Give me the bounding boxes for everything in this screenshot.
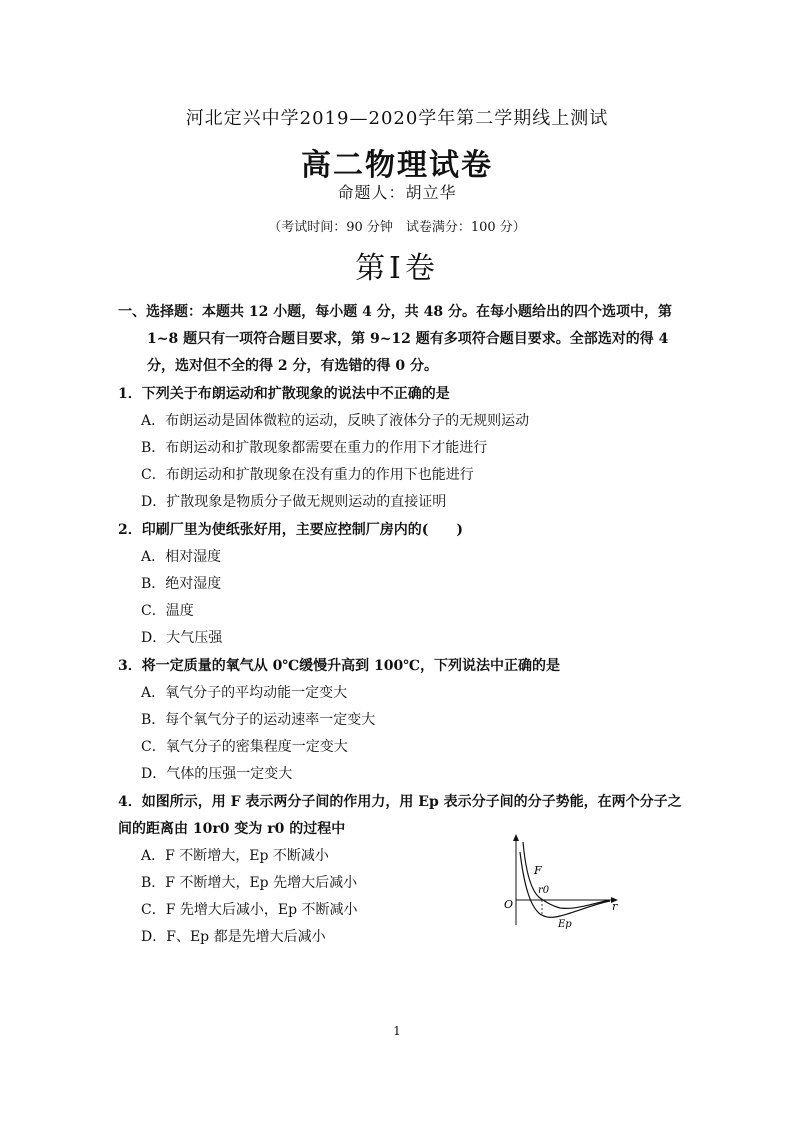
school-title: 河北定兴中学2019—2020学年第二学期线上测试 xyxy=(185,108,609,129)
question-1-option-b: B．布朗运动和扩散现象都需要在重力的作用下才能进行 xyxy=(141,440,488,456)
y-axis-arrow-icon xyxy=(513,834,519,841)
question-4-stem-line-2: 间的距离由 10r0 变为 r0 的过程中 xyxy=(118,821,346,837)
question-1-option-c: C．布朗运动和扩散现象在没有重力的作用下也能进行 xyxy=(141,467,474,483)
author-line: 命题人：胡立华 xyxy=(337,183,457,202)
question-3-option-d: D．气体的压强一定变大 xyxy=(141,766,293,782)
question-4-option-d: D．F、Ep 都是先增大后减小 xyxy=(141,929,326,945)
section-intro-line-1: 一、选择题：本题共 12 小题，每小题 4 分，共 48 分。在每小题给出的四个选项中，第 xyxy=(118,304,672,320)
question-1-stem: 1．下列关于布朗运动和扩散现象的说法中不正确的是 xyxy=(118,386,450,402)
question-2-option-a: A．相对湿度 xyxy=(141,549,222,565)
question-3-option-c: C．氧气分子的密集程度一定变大 xyxy=(141,739,348,755)
question-4-option-b: B．F 不断增大，Ep 先增大后减小 xyxy=(141,875,358,891)
label-r: r xyxy=(612,900,618,913)
section-intro-line-2: 1~8 题只有一项符合题目要求，第 9~12 题有多项符合题目要求。全部选对的得 4 xyxy=(147,331,669,347)
label-origin: O xyxy=(504,898,514,911)
question-2-option-c: C．温度 xyxy=(141,603,194,619)
question-3-option-a: A．氧气分子的平均动能一定变大 xyxy=(141,685,348,701)
question-2-option-d: D．大气压强 xyxy=(141,630,223,646)
potential-energy-curve xyxy=(520,852,610,917)
page-number: 1 xyxy=(393,1024,401,1038)
question-4-option-a: A．F 不断增大，Ep 不断减小 xyxy=(141,848,329,864)
volume-title: 第Ⅰ卷 xyxy=(355,251,439,286)
molecular-force-figure xyxy=(496,830,626,930)
question-1-option-a: A．布朗运动是固体微粒的运动，反映了液体分子的无规则运动 xyxy=(141,413,530,429)
question-4-option-c: C．F 先增大后减小，Ep 不断减小 xyxy=(141,902,358,918)
label-Ep: Ep xyxy=(558,919,572,930)
page-title: 高二物理试卷 xyxy=(301,148,493,183)
question-1-option-d: D．扩散现象是物质分子做无规则运动的直接证明 xyxy=(141,494,447,510)
label-F: F xyxy=(534,864,542,877)
section-intro-line-3: 分，选对但不全的得 2 分，有选错的得 0 分。 xyxy=(147,358,438,374)
label-r0: r0 xyxy=(538,885,550,896)
question-2-stem: 2．印刷厂里为使纸张好用，主要应控制厂房内的( ) xyxy=(118,522,463,538)
exam-time-info: （考试时间：90 分钟 试卷满分：100 分） xyxy=(268,220,526,235)
question-2-option-b: B．绝对湿度 xyxy=(141,576,222,592)
question-3-option-b: B．每个氧气分子的运动速率一定变大 xyxy=(141,712,376,728)
question-4-stem-line-1: 4．如图所示，用 F 表示两分子间的作用力，用 Ep 表示分子间的分子势能，在两个分子之 xyxy=(118,794,682,810)
question-3-stem: 3．将一定质量的氧气从 0℃缓慢升高到 100℃，下列说法中正确的是 xyxy=(118,658,561,674)
